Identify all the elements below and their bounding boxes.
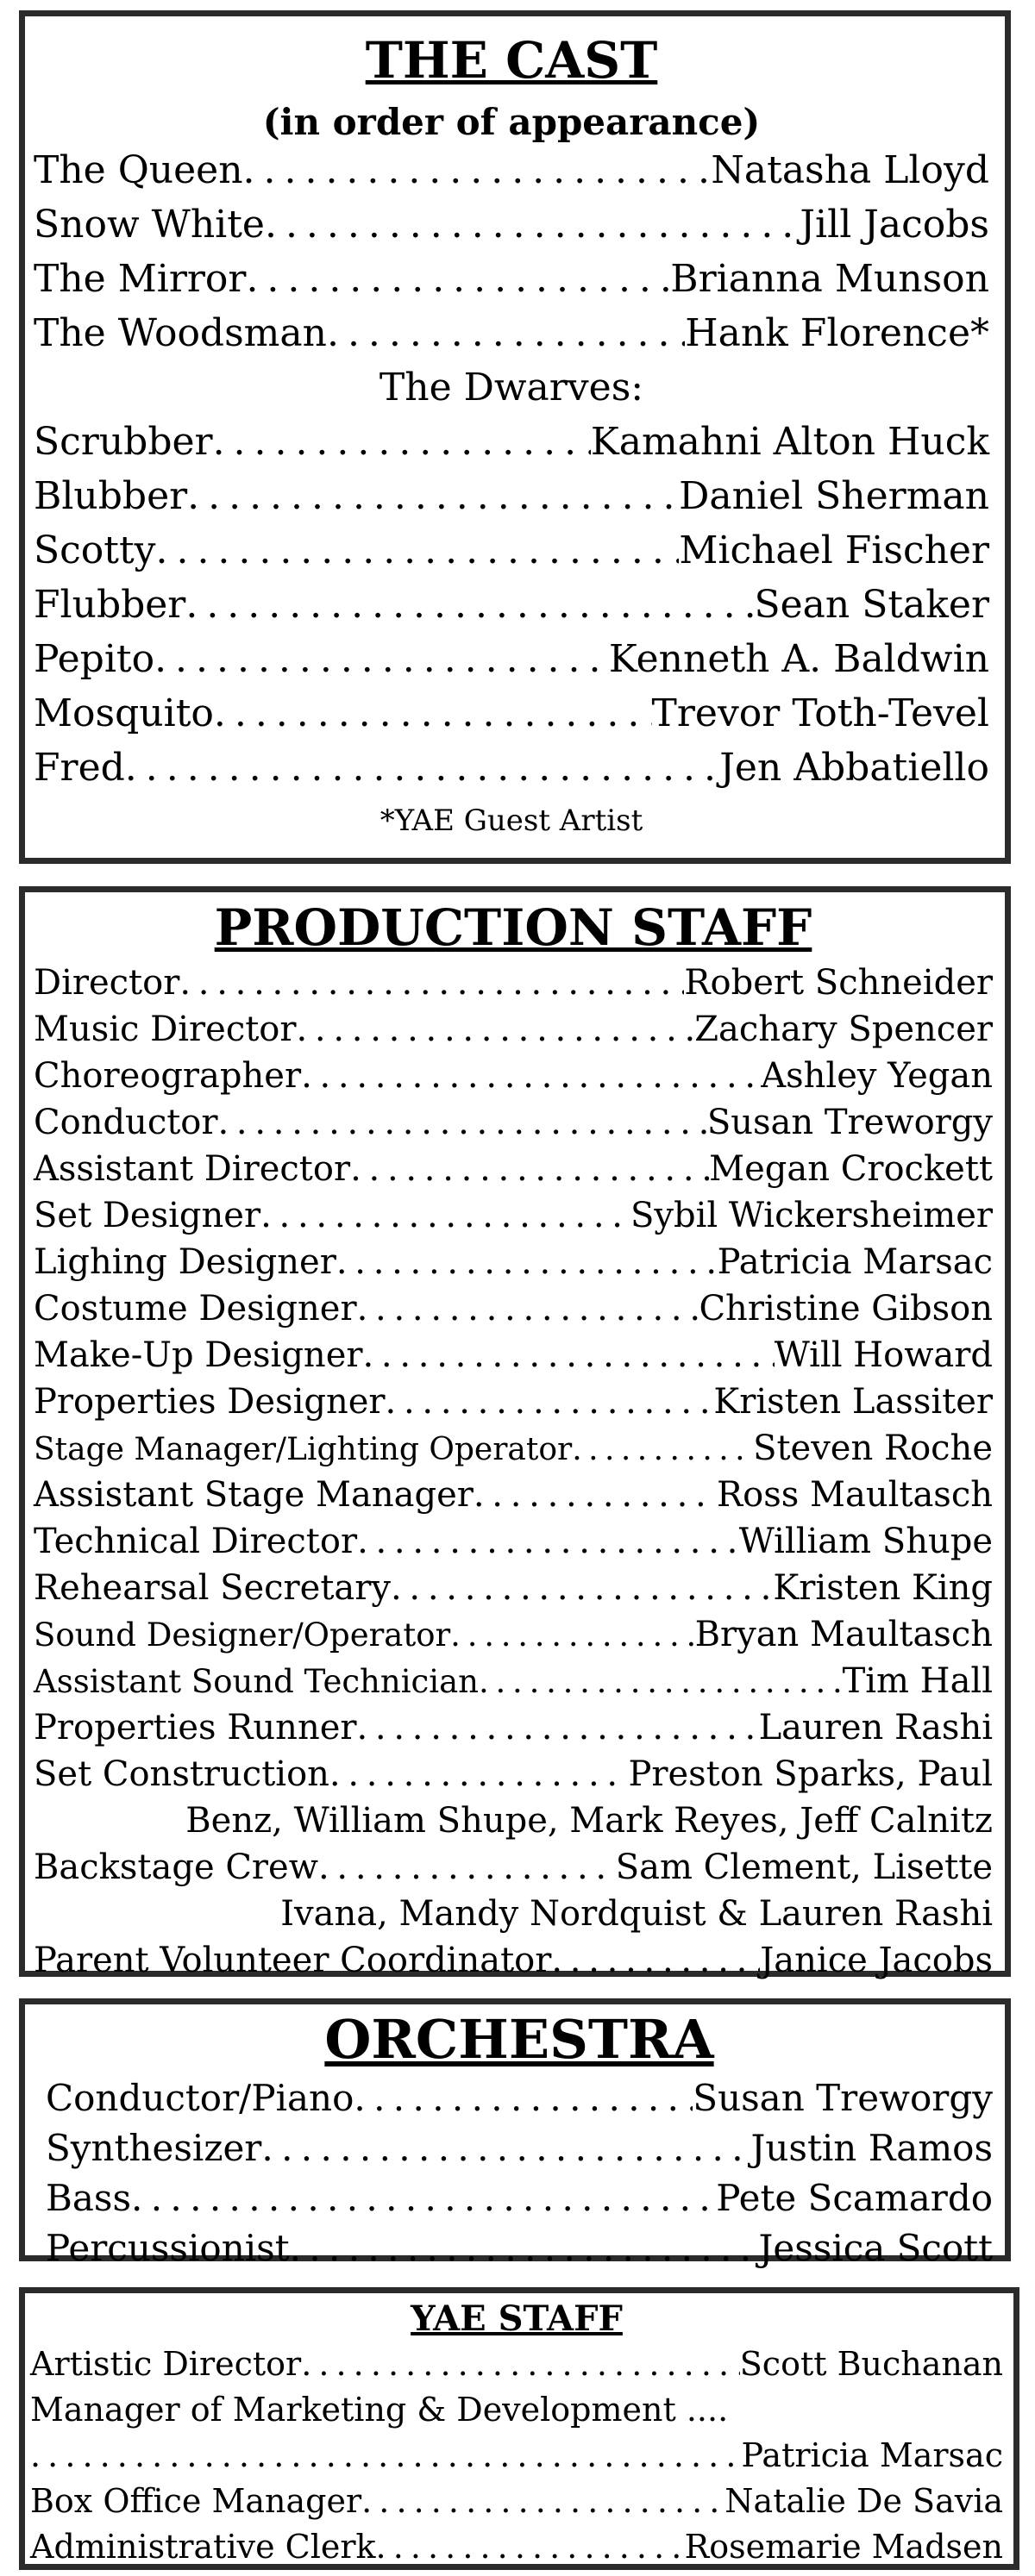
- staff-role: Conductor: [34, 1103, 218, 1142]
- cast-name: Brianna Munson: [670, 257, 989, 301]
- yae-title: YAE STAFF: [411, 2298, 623, 2339]
- yae-role: Manager of Marketing & Development ....: [30, 2391, 729, 2429]
- staff-role: Sound Designer/Operator: [34, 1616, 451, 1654]
- yae-name: Rosemarie Madsen: [684, 2528, 1003, 2566]
- cast-role: The Queen: [34, 148, 243, 192]
- staff-row: [34, 1332, 993, 1379]
- staff-name: Susan Treworgy: [706, 1103, 993, 1142]
- cast-role: The Mirror: [34, 257, 247, 301]
- yae-role: Administrative Clerk: [30, 2528, 376, 2566]
- staff-name: Kristen Lassiter: [713, 1382, 993, 1422]
- staff-role: Costume Designer: [34, 1289, 357, 1329]
- staff-row: [34, 1285, 993, 1332]
- staff-role: Director: [34, 963, 180, 1003]
- staff-name: Megan Crockett: [709, 1149, 993, 1189]
- staff-role: Choreographer: [34, 1056, 302, 1096]
- guest-artist-note: *YAE Guest Artist: [380, 803, 643, 838]
- cast-name: Kamahni Alton Huck: [590, 420, 989, 464]
- staff-role: Assistant Stage Manager: [34, 1475, 474, 1515]
- cast-role: Mosquito: [34, 691, 214, 735]
- staff-name: Robert Schneider: [684, 963, 993, 1003]
- staff-role: Technical Director: [34, 1522, 358, 1561]
- cast-role: Scrubber: [34, 420, 213, 464]
- yae-staff-section: [19, 2287, 1019, 2570]
- staff-row: [34, 1146, 993, 1192]
- staff-role: Stage Manager/Lighting Operator: [34, 1432, 573, 1467]
- orchestra-role: Synthesizer: [46, 2127, 262, 2169]
- staff-name: Preston Sparks, Paul: [628, 1754, 993, 1794]
- staff-name: Ross Maultasch: [717, 1475, 993, 1515]
- cast-row: [34, 523, 989, 578]
- yae-name: Natalie De Savia: [724, 2482, 1003, 2520]
- cast-row: [34, 306, 989, 360]
- staff-row: [34, 1565, 993, 1611]
- staff-row: [34, 1239, 993, 1285]
- cast-name: Daniel Sherman: [679, 474, 989, 518]
- orchestra-name: Susan Treworgy: [693, 2077, 993, 2119]
- staff-row: [34, 1658, 993, 1704]
- cast-name: Natasha Lloyd: [711, 148, 989, 192]
- yae-role: Artistic Director: [30, 2345, 302, 2383]
- cast-row: [34, 686, 989, 741]
- cast-name: Trevor Toth-Tevel: [651, 691, 989, 735]
- cast-row: [34, 415, 989, 469]
- cast-role: Pepito: [34, 637, 155, 681]
- staff-role: Make-Up Designer: [34, 1335, 363, 1375]
- staff-name: Christine Gibson: [699, 1289, 993, 1329]
- yae-row: [30, 2433, 1003, 2479]
- staff-name: Sam Clement, Lisette: [615, 1848, 993, 1887]
- production-staff-section: [19, 886, 1011, 1980]
- yae-role: Box Office Manager: [30, 2482, 362, 2520]
- orchestra-role: Percussionist: [46, 2227, 290, 2269]
- staff-row: [34, 1937, 993, 1984]
- yae-name: Scott Buchanan: [739, 2345, 1003, 2383]
- orchestra-role: Bass: [46, 2177, 132, 2219]
- staff-name-continued: Ivana, Mandy Nordquist & Lauren Rashi: [280, 1894, 993, 1934]
- orchestra-name: Justin Ramos: [750, 2127, 993, 2169]
- yae-name: Patricia Marsac: [741, 2436, 1003, 2474]
- staff-name: Kristen King: [773, 1568, 993, 1608]
- staff-role: Properties Runner: [34, 1708, 357, 1748]
- yae-row: [30, 2342, 1003, 2387]
- cast-role: Scotty: [34, 528, 156, 572]
- staff-row: [34, 1704, 993, 1751]
- cast-row: [34, 143, 989, 197]
- cast-row: [34, 197, 989, 252]
- cast-name: Hank Florence*: [685, 311, 989, 355]
- staff-row: [34, 1844, 993, 1891]
- staff-row: [34, 1472, 993, 1518]
- orchestra-row: [46, 2223, 993, 2273]
- cast-role: Snow White: [34, 203, 265, 247]
- staff-row: [34, 1379, 993, 1425]
- staff-name: Patricia Marsac: [717, 1242, 993, 1282]
- orchestra-name: Jessica Scott: [758, 2227, 993, 2269]
- production-title: PRODUCTION STAFF: [214, 898, 812, 957]
- staff-role: Parent Volunteer Coordinator: [34, 1941, 552, 1980]
- staff-name: Lauren Rashi: [758, 1708, 993, 1748]
- staff-row: [34, 1611, 993, 1658]
- staff-row: [34, 1751, 993, 1798]
- staff-row: [34, 1053, 993, 1099]
- staff-name: Bryan Maultasch: [694, 1615, 993, 1654]
- staff-role: Music Director: [34, 1010, 297, 1049]
- orchestra-row: [46, 2123, 993, 2173]
- cast-subtitle: (in order of appearance): [262, 101, 761, 143]
- staff-row: [34, 960, 993, 1006]
- staff-name: Janice Jacobs: [760, 1941, 993, 1980]
- staff-role: Assistant Sound Technician: [34, 1663, 479, 1700]
- cast-role: The Woodsman: [34, 311, 327, 355]
- cast-role: Blubber: [34, 474, 188, 518]
- orchestra-role: Conductor/Piano: [46, 2077, 354, 2119]
- staff-name: Steven Roche: [753, 1429, 993, 1468]
- cast-row: [34, 632, 989, 686]
- dwarves-heading: The Dwarves:: [379, 366, 644, 410]
- cast-name: Michael Fischer: [679, 528, 989, 572]
- staff-name: Ashley Yegan: [761, 1056, 993, 1096]
- cast-name: Jill Jacobs: [800, 203, 989, 247]
- staff-role: Properties Designer: [34, 1382, 386, 1422]
- orchestra-row: [46, 2073, 993, 2123]
- staff-role: Lighing Designer: [34, 1242, 336, 1282]
- cast-section: [19, 10, 1011, 864]
- cast-name: Sean Staker: [754, 583, 989, 627]
- cast-role: Fred: [34, 746, 125, 790]
- staff-name-continued: Benz, William Shupe, Mark Reyes, Jeff Calnitz: [185, 1801, 993, 1841]
- staff-name: Will Howard: [774, 1335, 993, 1375]
- orchestra-title: ORCHESTRA: [324, 2008, 714, 2071]
- staff-row: [34, 1192, 993, 1239]
- staff-row: [34, 1518, 993, 1565]
- cast-row: [34, 469, 989, 523]
- staff-name: Tim Hall: [842, 1661, 993, 1701]
- staff-name: William Shupe: [738, 1522, 993, 1561]
- staff-role: Set Construction: [34, 1754, 329, 1794]
- yae-row: [30, 2479, 1003, 2524]
- staff-row: [34, 1006, 993, 1053]
- staff-row: [34, 1099, 993, 1146]
- staff-row: [34, 1425, 993, 1472]
- cast-row: [34, 578, 989, 632]
- cast-row: [34, 741, 989, 795]
- yae-row: [30, 2524, 1003, 2570]
- staff-role: Rehearsal Secretary: [34, 1568, 391, 1608]
- cast-name: Kenneth A. Baldwin: [608, 637, 989, 681]
- cast-role: Flubber: [34, 583, 186, 627]
- cast-row: [34, 252, 989, 306]
- staff-name: Zachary Spencer: [694, 1010, 993, 1049]
- orchestra-name: Pete Scamardo: [716, 2177, 993, 2219]
- staff-role: Set Designer: [34, 1196, 261, 1235]
- orchestra-section: [19, 1998, 1011, 2269]
- cast-title: THE CAST: [365, 31, 658, 90]
- cast-name: Jen Abbatiello: [719, 746, 989, 790]
- orchestra-row: [46, 2173, 993, 2223]
- staff-role: Assistant Director: [34, 1149, 351, 1189]
- staff-name: Sybil Wickersheimer: [630, 1196, 993, 1235]
- staff-role: Backstage Crew: [34, 1848, 318, 1887]
